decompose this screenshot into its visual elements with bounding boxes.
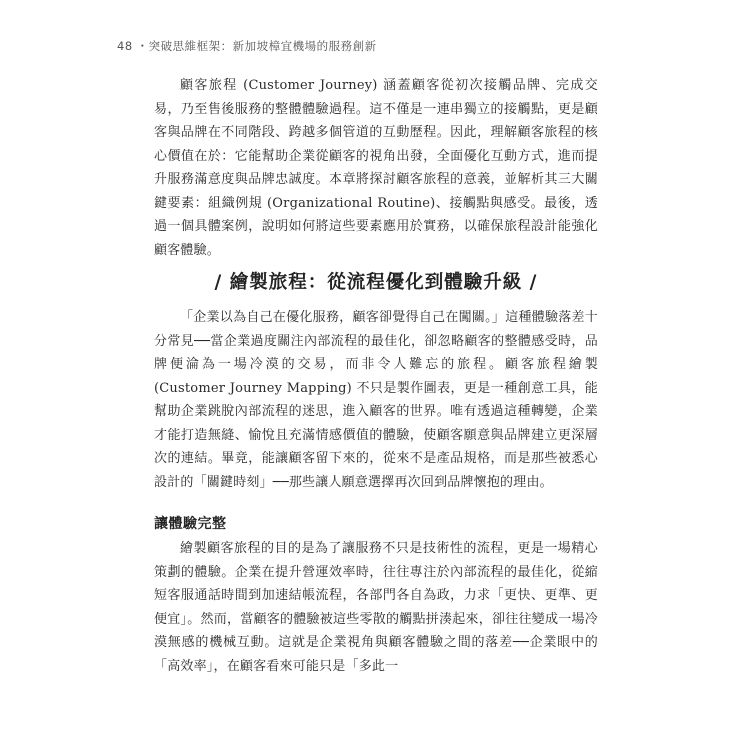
subsection-paragraph: 繪製顧客旅程的目的是為了讓服務不只是技術性的流程，更是一場精心策劃的體驗。企業在提升營運效率時，往往專注於內部流程的最佳化，從縮短客服通話時間到加速結帳流程，各部門各自為政，力求「更快、更準、更便宜」。然而，當顧客的體驗被這些零散的觸點拼湊起來，卻往往變成一場冷漠無感的機械互動。這就是企業視角與顧客體驗之間的落差──企業眼中的「高效率」，在顧客看來可能只是「多此一 xyxy=(154,541,598,674)
running-header xyxy=(117,38,377,54)
book-title: 突破思維框架：新加坡樟宜機場的服務創新 xyxy=(148,39,377,53)
intro-paragraph: 顧客旅程 (Customer Journey) 涵蓋顧客從初次接觸品牌、完成交易，乃至售後服務的整體體驗過程。這不僅是一連串獨立的接觸點，更是顧客與品牌在不同階段、跨越多個管道的互動歷程。因此，理解顧客旅程的核心價值在於：它能幫助企業從顧客的視角出發，全面優化互動方式，進而提升服務滿意度與品牌忠誠度。本章將探討顧客旅程的意義，並解析其三大關鍵要素：組織例規 (Organizational Routine)、接觸點與感受。最後，透過一個具體案例，說明如何將這些要素應用於實務，以確保旅程設計能強化顧客體驗。 xyxy=(154,78,598,258)
section-paragraph: 「企業以為自己在優化服務，顧客卻覺得自己在闖關。」這種體驗落差十分常見──當企業過度關注內部流程的最佳化，卻忽略顧客的整體感受時，品牌便淪為一場冷漠的交易，而非令人難忘的旅程。顧客旅程繪製 (Customer Journey Mapping) 不只是製作圖表，更是一種創意工具，能幫助企業跳脫內部流程的迷思，進入顧客的世界。唯有透過這種轉變，企業才能打造無縫、愉悅且充滿情感價值的體驗，使顧客願意與品牌建立更深層次的連結。畢竟，能讓顧客留下來的，從來不是產品規格，而是那些被悉心設計的「關鍵時刻」──那些讓人願意選擇再次回到品牌懷抱的理由。 xyxy=(154,310,598,490)
header-separator: ・ xyxy=(136,39,149,53)
page-number: 48 xyxy=(117,39,133,53)
section-title: / 繪製旅程：從流程優化到體驗升級 / xyxy=(214,272,538,293)
sub-heading: 讓體驗完整 xyxy=(154,516,227,532)
subsection-paragraph-block xyxy=(154,537,598,678)
section-paragraph-block xyxy=(154,306,598,494)
intro-paragraph-block xyxy=(154,74,598,262)
